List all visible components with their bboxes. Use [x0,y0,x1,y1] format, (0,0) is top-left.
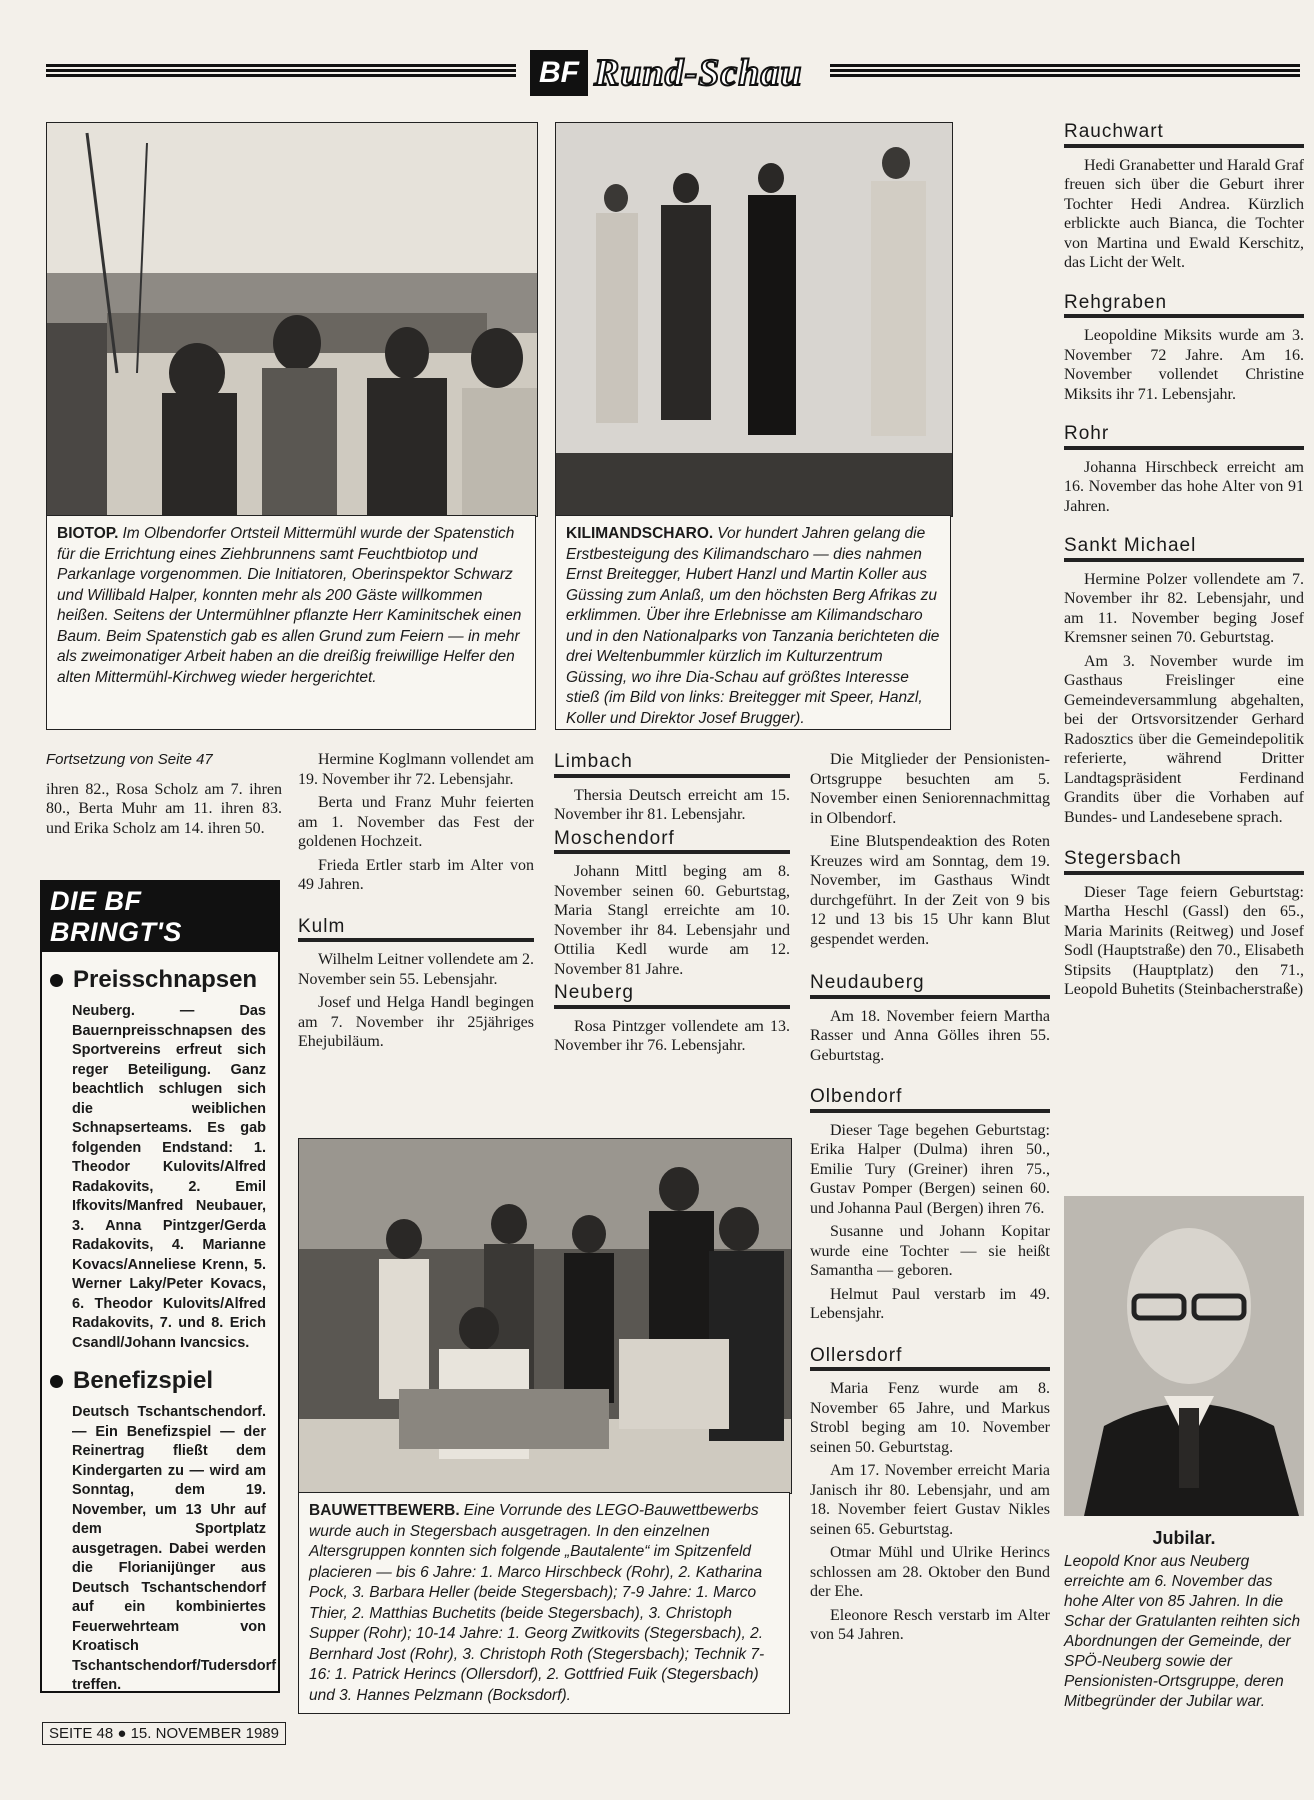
col2-p2: Berta und Franz Muhr feierten am 1. November das Fest der goldenen Hochzeit. [298,794,534,850]
neudauberg-p: Am 18. November feiern Martha Rasser und Anna Gölles ihren 55. Geburtstag. [810,1007,1050,1064]
section-head-neuberg: Neuberg [554,983,790,1009]
jubilar-caption [1064,1528,1304,1712]
kilimandscharo-caption-text: Vor hundert Jahren gelang die Erstbesteigung des Kilimandscharo — dies nahmen Ernst Breitegger, Hubert Hanzl und Martin Koller aus Güssing zum Anlaß, um den höchsten Berg Afrikas zu erklimmen. Über ihre Erlebnisse am Kilimandscharo und in den Nationalparks von Tanzania berichteten die drei Weltenbummler kürzlich im Kulturzentrum Güssing, wo ihre Dia-Schau auf größtes Interesse stieß (im Bild von links: Breitegger mit Speer, Hanzl, Koller und Direktor Josef Brugger). [566,525,940,727]
bf-bringts-box [40,880,280,1693]
col4-p1: Die Mitglieder der Pensionisten-Ortsgruppe besuchten am 5. November einen Seniorennachmittag in Olbendorf. [810,751,1050,827]
column-5 [1064,122,1304,1004]
column-3 [554,752,790,1060]
bullet-icon [50,1375,63,1388]
section-head-moschendorf: Moschendorf [554,829,790,855]
column-1 [46,750,282,842]
bauwettbewerb-photo [298,1138,792,1494]
section-head-rauchwart: Rauchwart [1064,122,1304,148]
masthead-logo [530,50,803,96]
bringts-item-text: Neuberg. — Das Bauernpreisschnapsen des Sportvereins erfreut sich reger Beteiligung. Ganz beachtlich schlugen sich die weiblichen Schnapserteams. Es gab folgenden Endstand: 1. Theodor Kulovits/Alfred Radakovits, 2. Emil Ifkovits/Manfred Neubauer, 3. Anna Pintzger/Gerda Radakovits, 4. Marianne Kovacs/Anneliese Krenn, 5. Werner Laky/Peter Kovacs, 6. Theodor Kulovits/Alfred Radakovits, 7. und 8. Erich Csandl/Johann Ivancsics. [72,1003,266,1351]
rohr-p: Johanna Hirschbeck erreicht am 16. November das hohe Alter von 91 Jahren. [1064,458,1304,515]
bringts-item-text: Deutsch Tschantschendorf. — Ein Benefizspiel — der Reinertrag fließt dem Kindergarten zu — wird am Sonntag, dem 19. November, um 13 Uhr auf dem Sportplatz ausgetragen. Dabei werden die Florianijünger aus Deutsch Tschantschendorf auf ein kombiniertes Feuerwehrteam von Kroatisch Tschantschendorf/Tudersdorf treffen. [72,1404,277,1693]
ollersdorf-p3: Otmar Mühl und Ulrike Herincs schlossen am 28. Oktober den Bund der Ehe. [810,1544,1050,1600]
stegersbach-p: Dieser Tage feiern Geburtstag: Martha Heschl (Gassl) den 65., Maria Marinits (Reitweg) und Josef Sodl (Hauptstraße) den 70., Elisabeth Stipsits (Hauptplatz) den 71., Leopold Buhetits (Steinbacherstraße) [1064,883,1304,998]
section-head-stegersbach: Stegersbach [1064,849,1304,875]
section-head-olbendorf: Olbendorf [810,1087,1050,1113]
kilimandscharo-caption-title: KILIMANDSCHARO. [566,525,714,542]
bauwettbewerb-caption-title: BAUWETTBEWERB. [309,1502,460,1519]
biotop-caption-title: BIOTOP. [57,525,119,542]
sankt-p1: Hermine Polzer vollendete am 7. November ihr 82. Lebensjahr, und am 11. November beging Josef Kremsner seinen 70. Geburtstag. [1064,570,1304,646]
jubilar-photo [1064,1196,1304,1516]
col2-p3: Frieda Ertler starb im Alter von 49 Jahren. [298,856,534,893]
section-head-sankt-michael: Sankt Michael [1064,536,1304,562]
rauchwart-p: Hedi Granabetter und Harald Graf freuen sich über die Geburt ihrer Tochter Hedi Andrea. Kürzlich erblickte auch Bianca, die Tochter von Martina und Ewald Kerschitz, das Licht der Welt. [1064,156,1304,271]
jubilar-caption-text: Leopold Knor aus Neuberg erreichte am 6. November das hohe Alter von 85 Jahren. In die Schar der Gratulanten reihten sich Abordnungen der Gemeinde, der SPÖ-Neuberg sowie der Pensionisten-Ortsgruppe, deren Mitbegründer der Jubilar war. [1064,1553,1301,1710]
masthead-rule-right [830,64,1300,78]
bauwettbewerb-caption [298,1492,790,1714]
masthead-rule-left [46,64,516,78]
section-head-neudauberg: Neudauberg [810,973,1050,999]
biotop-caption-text: Im Olbendorfer Ortsteil Mittermühl wurde der Spatenstich für die Errichtung eines Ziehbrunnens samt Feuchtbiotop und Parkanlage vorgenommen. Die Initiatoren, Oberinspektor Schwarz und Willibald Halper, konnten mehr als 200 Gäste willkommen heißen. Seitens der Untermühlner pflanzte Herr Kaminitschek einen Baum. Beim Spatenstich gab es allen Grund zum Feiern — in mehr als zweimonatiger Arbeit haben an die dreißig freiwillige Helfer den alten Mittermühl-Kirchweg wieder hergerichtet. [57,525,522,686]
col1-text: ihren 82., Rosa Scholz am 7. ihren 80., Berta Muhr am 11. ihren 83. und Erika Scholz am 14. ihren 50. [46,780,282,837]
column-2 [298,750,534,1056]
bringts-item-title: Benefizspiel [50,1367,278,1395]
bullet-icon [50,974,63,987]
olbendorf-p3: Helmut Paul verstarb im 49. Lebensjahr. [810,1285,1050,1322]
logo-bf: BF [530,50,588,96]
neuberg-p: Rosa Pintzger vollendete am 13. November ihr 76. Lebensjahr. [554,1017,790,1054]
bringts-header: DIE BF BRINGT'S [42,882,278,952]
section-head-ollersdorf: Ollersdorf [810,1346,1050,1372]
section-head-kulm: Kulm [298,917,534,943]
column-4 [810,750,1050,1649]
limbach-p: Thersia Deutsch erreicht am 15. November ihr 81. Lebensjahr. [554,786,790,823]
section-head-limbach: Limbach [554,752,790,778]
bringts-item-title: Preisschnapsen [50,966,278,994]
section-head-rehgraben: Rehgraben [1064,293,1304,319]
kulm-p2: Josef und Helga Handl begingen am 7. November ihr 25jähriges Ehejubiläum. [298,994,534,1050]
continuation-note: Fortsetzung von Seite 47 [46,751,213,768]
section-head-rohr: Rohr [1064,424,1304,450]
page-footer: SEITE 48 ● 15. NOVEMBER 1989 [42,1722,286,1745]
col4-p2: Eine Blutspendeaktion des Roten Kreuzes wird am Sonntag, dem 19. November, im Gasthaus Windt durchgeführt. In der Zeit von 9 bis 12 und 13 bis 15 Uhr kann Blut gespendet werden. [810,833,1050,948]
ollersdorf-p4: Eleonore Resch verstarb im Alter von 54 Jahren. [810,1606,1050,1643]
rehgraben-p: Leopoldine Miksits wurde am 3. November 72 Jahre. Am 16. November vollendet Christine Miksits ihr 71. Lebensjahr. [1064,327,1304,403]
moschendorf-p: Johann Mittl beging am 8. November seinen 60. Geburtstag, Maria Stangl erreichte am 10. November ihr 84. Lebensjahr und Ottilia Kedl wurde am 12. November 81 Jahre. [554,863,790,978]
ollersdorf-p2: Am 17. November erreicht Maria Janisch ihr 80. Lebensjahr, und am 18. November feiert Gustav Nikles seinen 65. Geburtstag. [810,1462,1050,1538]
olbendorf-p2: Susanne und Johann Kopitar wurde eine Tochter — sie heißt Samantha — geboren. [810,1223,1050,1279]
jubilar-caption-title: Jubilar. [1152,1528,1216,1548]
biotop-caption [46,515,536,730]
olbendorf-p1: Dieser Tage begehen Geburtstag: Erika Halper (Dulma) ihren 50., Emilie Tury (Greiner) ihren 75., Gustav Pomper (Bergen) seinen 60. und Johanna Paul (Bergen) ihren 76. [810,1121,1050,1217]
kilimandscharo-photo [555,122,953,517]
ollersdorf-p1: Maria Fenz wurde am 8. November 65 Jahre, und Markus Strobl beging am 10. November seinen 50. Geburtstag. [810,1380,1050,1456]
biotop-photo [46,122,538,517]
bauwettbewerb-caption-text: Eine Vorrunde des LEGO-Bauwettbewerbs wurde auch in Stegersbach ausgetragen. In den einzelnen Altersgruppen konnten sich folgende „Bautalente“ im Spitzenfeld placieren — bis 6 Jahre: 1. Marco Hirschbeck (Rohr), 2. Katharina Pock, 3. Barbara Heller (beide Stegersbach); 7-9 Jahre: 1. Marco Thier, 2. Matthias Buchetits (beide Stegersbach), 3. Christoph Supper (Rohr); 10-14 Jahre: 1. Georg Zwitkovits (Stegersbach), 2. Bernhard Jost (Rohr), 3. Christoph Roth (Stegersbach); Technik 7-16: 1. Patrick Herincs (Ollersdorf), 2. Gottfried Fuik (Stegersbach) und 3. Hannes Pelzmann (Bocksdorf). [309,1502,765,1704]
logo-title: Rund-Schau [594,52,803,94]
col2-p1: Hermine Koglmann vollendet am 19. November ihr 72. Lebensjahr. [298,751,534,788]
sankt-p2: Am 3. November wurde im Gasthaus Freislinger eine Gemeindeversammlung abgehalten, bei der Ortsvorsitzender Gerhard Radosztics über die Gemeindepolitik referierte, während Dritter Landtagspräsident Ferdinand Grandits über die Vorhaben auf Bundes- und Landesebene sprach. [1064,652,1304,826]
kulm-p1: Wilhelm Leitner vollendete am 2. November sein 55. Lebensjahr. [298,951,534,988]
kilimandscharo-caption [555,515,951,730]
